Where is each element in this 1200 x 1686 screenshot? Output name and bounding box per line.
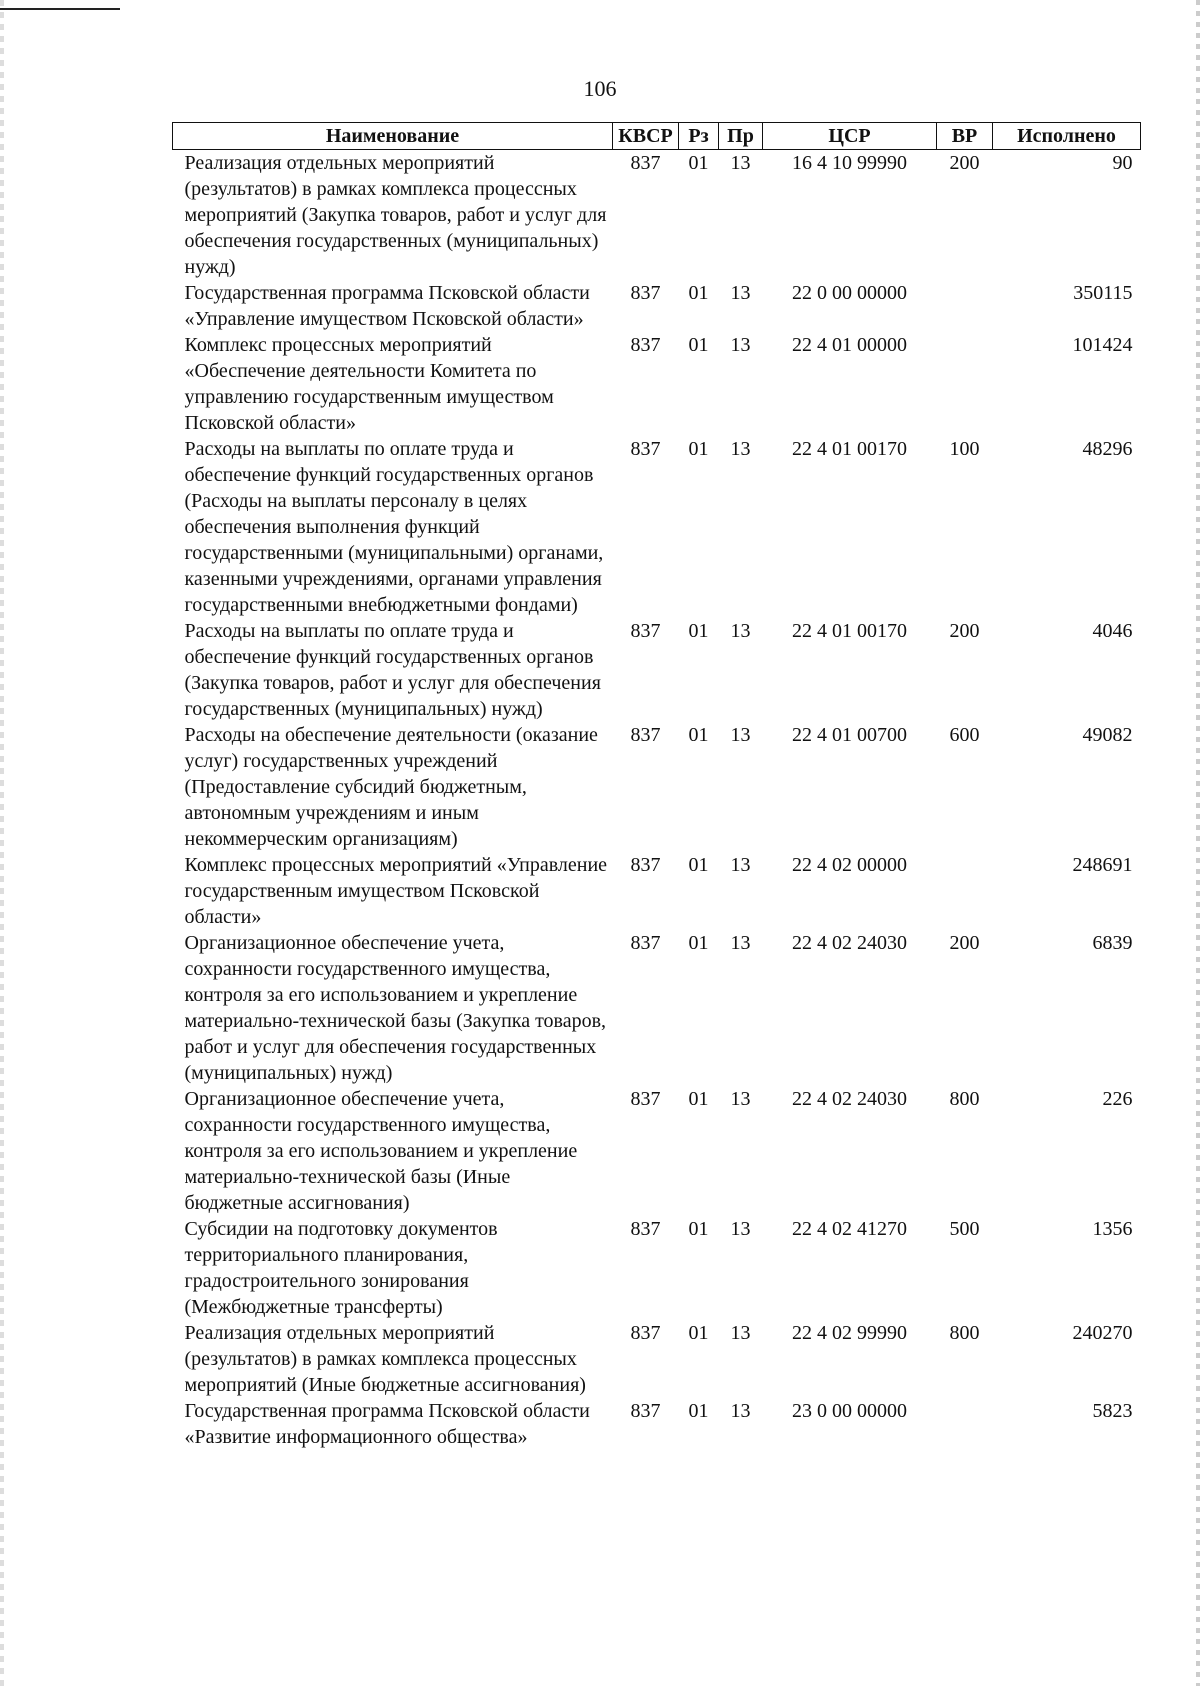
row-name: Субсидии на подготовку документов территориального планирования, градостроительного зонирования (Межбюджетные трансферты) <box>184 1218 498 1318</box>
row-vr: 200 <box>949 620 980 642</box>
row-vr <box>937 332 993 436</box>
row-kvsr: 837 <box>630 1088 661 1110</box>
row-name: Государственная программа Псковской области «Управление имуществом Псковской области» <box>184 282 590 330</box>
row-name: Расходы на выплаты по оплате труда и обеспечение функций государственных органов (Закупка товаров, работ и услуг для обеспечения государственных (муниципальных) нужд) <box>184 620 601 720</box>
row-executed: 240270 <box>1072 1322 1133 1344</box>
row-name: Реализация отдельных мероприятий (результатов) в рамках комплекса процессных мероприятий (Иные бюджетные ассигнования) <box>184 1322 586 1396</box>
row-kvsr: 837 <box>630 620 661 642</box>
table-row <box>173 852 1141 930</box>
row-rz: 01 <box>688 854 709 876</box>
row-rz: 01 <box>688 334 709 356</box>
row-pr: 13 <box>730 1088 751 1110</box>
row-rz: 01 <box>688 438 709 460</box>
row-rz: 01 <box>688 932 709 954</box>
row-executed: 49082 <box>1082 724 1133 746</box>
row-vr: 500 <box>949 1218 980 1240</box>
row-rz: 01 <box>688 1218 709 1240</box>
row-executed: 4046 <box>1092 620 1133 642</box>
row-pr: 13 <box>730 854 751 876</box>
row-name: Комплекс процессных мероприятий «Обеспечение деятельности Комитета по управлению государственным имуществом Псковской области» <box>184 334 554 434</box>
row-name: Организационное обеспечение учета, сохранности государственного имущества, контроля за его использованием и укрепление материально-технической базы (Иные бюджетные ассигнования) <box>184 1088 578 1214</box>
row-kvsr: 837 <box>630 334 661 356</box>
table-row <box>173 722 1141 852</box>
row-vr: 600 <box>949 724 980 746</box>
row-pr: 13 <box>730 152 751 174</box>
row-pr: 13 <box>730 438 751 460</box>
table-row <box>173 436 1141 618</box>
row-csr: 22 4 02 24030 <box>792 932 907 954</box>
scan-right-edge <box>1196 0 1200 1686</box>
header-csr: ЦСР <box>763 123 937 150</box>
row-pr: 13 <box>730 620 751 642</box>
row-vr <box>937 1398 993 1450</box>
row-rz: 01 <box>688 1400 709 1422</box>
table-body <box>173 150 1141 1451</box>
top-rule <box>0 8 120 10</box>
row-rz: 01 <box>688 1322 709 1344</box>
row-vr <box>937 852 993 930</box>
header-rz: Рз <box>679 123 719 150</box>
row-kvsr: 837 <box>630 932 661 954</box>
table-row <box>173 1216 1141 1320</box>
row-rz: 01 <box>688 152 709 174</box>
header-name: Наименование <box>173 123 613 150</box>
table-row <box>173 1086 1141 1216</box>
row-rz: 01 <box>688 1088 709 1110</box>
header-pr: Пр <box>719 123 763 150</box>
row-executed: 248691 <box>1072 854 1133 876</box>
table-row <box>173 1320 1141 1398</box>
row-name: Реализация отдельных мероприятий (результатов) в рамках комплекса процессных мероприятий (Закупка товаров, работ и услуг для обеспечения государственных (муниципальных) нужд) <box>184 152 607 278</box>
table-header <box>173 123 1141 150</box>
row-csr: 22 0 00 00000 <box>792 282 907 304</box>
row-pr: 13 <box>730 1218 751 1240</box>
header-kvsr: КВСР <box>613 123 679 150</box>
row-csr: 22 4 01 00170 <box>792 620 907 642</box>
table-row <box>173 332 1141 436</box>
row-pr: 13 <box>730 334 751 356</box>
row-rz: 01 <box>688 282 709 304</box>
row-executed: 226 <box>1102 1088 1133 1110</box>
row-vr: 100 <box>949 438 980 460</box>
row-rz: 01 <box>688 724 709 746</box>
row-kvsr: 837 <box>630 1218 661 1240</box>
row-executed: 5823 <box>1092 1400 1133 1422</box>
row-kvsr: 837 <box>630 1400 661 1422</box>
row-vr: 800 <box>949 1088 980 1110</box>
table-row <box>173 280 1141 332</box>
budget-table <box>172 122 1141 1450</box>
scan-left-edge <box>0 0 4 1686</box>
row-rz: 01 <box>688 620 709 642</box>
row-csr: 16 4 10 99990 <box>792 152 907 174</box>
row-csr: 22 4 01 00000 <box>792 334 907 356</box>
row-executed: 1356 <box>1092 1218 1133 1240</box>
table-row <box>173 150 1141 281</box>
row-name: Расходы на обеспечение деятельности (оказание услуг) государственных учреждений (Предоставление субсидий бюджетным, автономным учреждениям и иным некоммерческим организациям) <box>184 724 598 850</box>
row-vr: 800 <box>949 1322 980 1344</box>
row-pr: 13 <box>730 282 751 304</box>
header-row <box>173 123 1141 150</box>
row-csr: 22 4 01 00170 <box>792 438 907 460</box>
row-executed: 101424 <box>1072 334 1133 356</box>
row-kvsr: 837 <box>630 152 661 174</box>
table-row <box>173 930 1141 1086</box>
row-csr: 22 4 02 41270 <box>792 1218 907 1240</box>
header-executed: Исполнено <box>993 123 1141 150</box>
row-kvsr: 837 <box>630 282 661 304</box>
row-csr: 22 4 02 99990 <box>792 1322 907 1344</box>
row-pr: 13 <box>730 1400 751 1422</box>
row-kvsr: 837 <box>630 724 661 746</box>
row-csr: 22 4 01 00700 <box>792 724 907 746</box>
row-name: Расходы на выплаты по оплате труда и обеспечение функций государственных органов (Расходы на выплаты персоналу в целях обеспечения выполнения функций государственными (муниципальными) органами, казенными учреждениями, органами управления государственными внебюджетными фондами) <box>184 438 604 616</box>
table-row <box>173 618 1141 722</box>
row-pr: 13 <box>730 1322 751 1344</box>
row-vr: 200 <box>949 152 980 174</box>
row-kvsr: 837 <box>630 438 661 460</box>
row-executed: 6839 <box>1092 932 1133 954</box>
row-pr: 13 <box>730 724 751 746</box>
row-name: Комплекс процессных мероприятий «Управление государственным имуществом Псковской области» <box>184 854 608 928</box>
row-executed: 350115 <box>1073 282 1133 304</box>
row-pr: 13 <box>730 932 751 954</box>
row-csr: 23 0 00 00000 <box>792 1400 907 1422</box>
row-name: Государственная программа Псковской области «Развитие информационного общества» <box>184 1400 590 1448</box>
row-name: Организационное обеспечение учета, сохранности государственного имущества, контроля за его использованием и укрепление материально-технической базы (Закупка товаров, работ и услуг для обеспечения государственных (муниципальных) нужд) <box>184 932 607 1084</box>
page-number: 106 <box>583 76 617 101</box>
row-csr: 22 4 02 24030 <box>792 1088 907 1110</box>
row-kvsr: 837 <box>630 854 661 876</box>
row-csr: 22 4 02 00000 <box>792 854 907 876</box>
row-kvsr: 837 <box>630 1322 661 1344</box>
header-vr: ВР <box>937 123 993 150</box>
row-vr: 200 <box>949 932 980 954</box>
row-vr <box>937 280 993 332</box>
row-executed: 48296 <box>1082 438 1133 460</box>
row-executed: 90 <box>1112 152 1133 174</box>
table-row <box>173 1398 1141 1450</box>
